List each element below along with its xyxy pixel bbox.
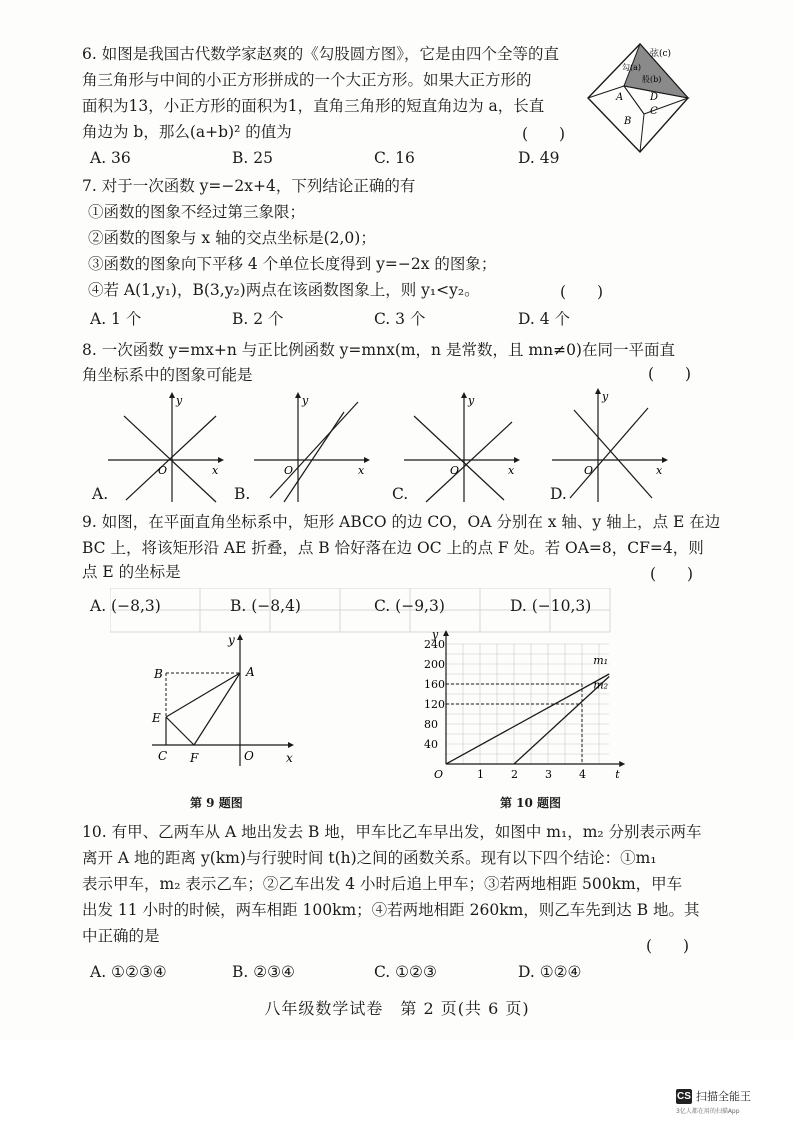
q9-figure-caption: 第 9 题图 [190,796,243,810]
q10-line-4: 出发 11 小时的时候，两车相距 100km；④若两地相距 260km，则乙车先到达 B 地。其 [82,901,700,919]
q10-option-d[interactable]: D. ①②④ [518,963,582,981]
q9-line-2: BC 上，将该矩形沿 AE 折叠，点 B 恰好落在边 OC 上的点 F 处。若 OA=8，CF=4，则 [82,539,704,557]
y-tick-label: 40 [424,738,438,751]
chart-origin-label: O [434,768,444,781]
q10-option-a[interactable]: A. ①②③④ [90,963,167,981]
q8a-origin: O [158,464,168,477]
q6-label-a: A [616,92,624,103]
q8d-x-label: x [656,464,663,477]
q9-option-d[interactable]: D. (−10,3) [510,597,592,615]
q8c-x-label: x [508,464,515,477]
y-tick-label: 80 [424,718,438,731]
q8a-y-label: y [176,394,183,407]
q6-zhao-shuang-figure [584,40,694,158]
q8-line-2: 角坐标系中的图象可能是 [82,366,253,384]
q7-option-c[interactable]: C. 3 个 [374,310,426,328]
q6-option-d[interactable]: D. 49 [518,149,560,167]
q8b-origin: O [284,464,294,477]
q10-line-3: 表示甲车，m₂ 表示乙车；②乙车出发 4 小时后追上甲车；③若两地相距 500km，甲车 [82,875,683,893]
q9-figure [148,632,308,768]
q10-line-5: 中正确的是 [82,927,160,945]
q9-answer-paren: ( ) [650,565,694,583]
y-tick-label: 120 [424,698,445,711]
q9-label-y: y [228,633,235,647]
scanner-badge-icon: CS [677,1090,691,1102]
q6-answer-paren: ( ) [522,125,566,143]
q8-option-d[interactable]: D. [550,485,567,503]
scan-margin [0,1040,794,1124]
y-tick-label: 160 [424,678,445,691]
chart-t-axis-label: t [615,768,620,781]
q7-answer-paren: ( ) [560,283,604,301]
q9-label-c: C [158,749,168,763]
q6-option-b[interactable]: B. 25 [232,149,273,167]
x-tick-label: 4 [579,768,586,781]
q9-option-c[interactable]: C. (−9,3) [374,597,445,615]
q8c-y-label: y [468,394,475,407]
q6-option-a[interactable]: A. 36 [90,149,131,167]
q10-line-2: 离开 A 地的距离 y(km)与行驶时间 t(h)之间的函数关系。现有以下四个结论：①m₁ [82,849,657,867]
q8-graph-c[interactable] [400,390,520,505]
q6-line-1: 6. 如图是我国古代数学家赵爽的《勾股圆方图》，它是由四个全等的直 [82,45,559,63]
q7-option-a[interactable]: A. 1 个 [90,310,142,328]
q6-line-4: 角边为 b，那么(a+b)² 的值为 [82,123,292,141]
q6-label-gou: 勾(a) [622,63,642,72]
q10-option-c[interactable]: C. ①②③ [374,963,437,981]
q8-graph-b[interactable] [250,390,370,505]
q9-option-a[interactable]: A. (−8,3) [90,597,161,615]
q6-line-2: 角三角形与中间的小正方形拼成的一个大正方形。如果大正方形的 [82,71,532,89]
q8d-y-label: y [602,390,609,403]
q10-option-b[interactable]: B. ②③④ [232,963,295,981]
series-label-1: m₁ [593,654,609,667]
y-tick-label: 240 [424,638,445,651]
q8-line-1: 8. 一次函数 y=mx+n 与正比例函数 y=mnx(m，n 是常数，且 mn≠0)在同一平面直 [82,341,675,359]
q7-statement-1: ①函数的图象不经过第三象限； [88,203,306,221]
q6-label-gu: 股(b) [642,75,662,84]
q8-option-b[interactable]: B. [234,485,251,503]
q9-label-o: O [244,749,254,763]
q10-line-1: 10. 有甲、乙两车从 A 地出发去 B 地，甲车比乙车早出发，如图中 m₁，m₂ 分别表示两车 [82,823,702,841]
q7-statement-4: ④若 A(1,y₁)，B(3,y₂)两点在该函数图象上，则 y₁<y₂。 [88,281,480,299]
q7-stem: 7. 对于一次函数 y=−2x+4，下列结论正确的有 [82,177,416,195]
page-footer: 八年级数学试卷 第 2 页(共 6 页) [264,999,530,1018]
series-line-1 [446,674,609,764]
q9-line-1: 9. 如图，在平面直角坐标系中，矩形 ABCO 的边 CO，OA 分别在 x 轴、y 轴上，点 E 在边 [82,513,721,531]
q6-label-b: B [624,116,632,127]
q9-line-3: 点 E 的坐标是 [82,563,181,581]
q6-option-c[interactable]: C. 16 [374,149,415,167]
q8a-x-label: x [212,464,219,477]
q9-label-x: x [286,751,293,765]
scanner-watermark [676,1088,751,1104]
chart-y-axis-label: y [432,628,439,641]
x-tick-label: 2 [511,768,518,781]
x-tick-label: 3 [545,768,552,781]
q9-option-b[interactable]: B. (−8,4) [230,597,301,615]
q8-option-c[interactable]: C. [392,485,409,503]
q7-statement-2: ②函数的图象与 x 轴的交点坐标是(2,0)； [88,229,376,247]
q10-answer-paren: ( ) [646,937,690,955]
q9-label-a: A [246,665,255,679]
scanner-name: 扫描全能王 [696,1090,751,1103]
q10-figure-caption: 第 10 题图 [500,796,562,810]
q8b-y-label: y [302,394,309,407]
q7-option-d[interactable]: D. 4 个 [518,310,571,328]
q7-option-b[interactable]: B. 2 个 [232,310,284,328]
q9-label-f: F [190,751,199,765]
t-axis-arrow-icon [619,761,625,767]
q7-statement-3: ③函数的图象向下平移 4 个单位长度得到 y=−2x 的图象； [88,255,497,273]
q9-label-b: B [154,667,163,681]
q6-label-c: C [650,106,658,117]
q8d-origin: O [584,464,594,477]
x-tick-label: 1 [477,768,484,781]
q6-line-3: 面积为13，小正方形的面积为1，直角三角形的短直角边为 a，长直 [82,97,545,115]
q8c-origin: O [450,464,460,477]
q10-distance-time-chart [408,618,628,788]
q9-label-e: E [152,711,161,725]
series-label-2: m₂ [593,678,609,692]
q6-label-d: D [650,92,659,103]
y-tick-label: 200 [424,658,445,671]
q8-graph-a[interactable] [104,390,224,505]
q8-answer-paren: ( ) [648,365,692,383]
y-axis-arrow-icon [443,630,449,636]
q6-label-xian: 弦(c) [650,49,672,59]
q8b-x-label: x [358,464,365,477]
q8-option-a[interactable]: A. [92,485,109,503]
scanner-tagline: 3亿人都在用的扫描App [676,1108,740,1115]
